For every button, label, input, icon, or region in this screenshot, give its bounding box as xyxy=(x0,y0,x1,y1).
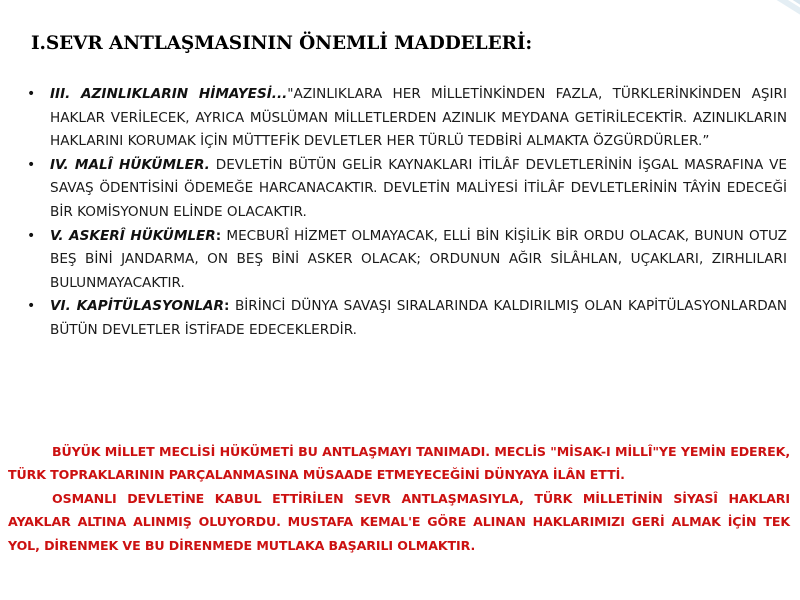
article-text: "AZINLIKLARA HER MİLLETİNKİNDEN FAZLA, TÜRKLERİNKİNDEN AŞIRI HAKLAR VERİLECEK, AYRICA MÜSLÜMAN MİLLETLERDEN AZINLIK MEYDANA GETİRİLECEKTİR. AZINLIKLARIN HAKLARINI KORUMAK İÇİN MÜTTEFİK DEVLETLER HER TÜRLÜ TEDBİRİ ALMAKTA ÖZGÜRDÜRLER.” xyxy=(50,86,787,150)
article-heading: III. AZINLIKLARIN HİMAYESİ... xyxy=(50,86,288,102)
article-text: MECBURÎ HİZMET OLMAYACAK, ELLİ BİN KİŞİLİK BİR ORDU OLACAK, BUNUN OTUZ BEŞ BİNİ JANDARMA, ON BEŞ BİNİ ASKER OLACAK; ORDUNUN AĞIR SİLÂHLAN, UÇAKLARI, ZIRHLILARI BULUNMAYACAKTIR. xyxy=(50,227,787,291)
article-item xyxy=(25,83,787,154)
conclusion-paragraph: BÜYÜK MİLLET MECLİSİ HÜKÜMETİ BU ANTLAŞMAYI TANIMADI. MECLİS "MİSAK-I MİLLÎ"YE YEMİN EDEREK, TÜRK TOPRAKLARININ PARÇALANMASINA MÜSAADE ETMEYECEĞİNİ DÜNYAYA İLÂN ETTİ. xyxy=(8,444,790,483)
article-heading: VI. KAPİTÜLASYONLAR xyxy=(50,298,224,315)
article-colon: : xyxy=(215,227,222,244)
article-heading: IV. MALÎ HÜKÜMLER. xyxy=(50,156,210,173)
article-list xyxy=(25,83,787,343)
article-colon: : xyxy=(223,298,230,315)
corner-stripe xyxy=(740,0,800,25)
article-heading: V. ASKERÎ HÜKÜMLER xyxy=(50,227,216,244)
article-item xyxy=(25,295,787,342)
article-text: BİRİNCİ DÜNYA SAVAŞI SIRALARINDA KALDIRILMIŞ OLAN KAPİTÜLASYONLARDAN BÜTÜN DEVLETLER İSTİFADE EDECEKLERDİR. xyxy=(50,298,787,338)
article-item xyxy=(25,225,787,296)
conclusion-block xyxy=(8,440,790,557)
bullet-icon: • xyxy=(27,298,36,315)
bullet-icon: • xyxy=(27,156,36,173)
conclusion-paragraph: OSMANLI DEVLETİNE KABUL ETTİRİLEN SEVR ANTLAŞMASIYLA, TÜRK MİLLETİNİN SİYASÎ HAKLARI AYAKLAR ALTINA ALINMIŞ OLUYORDU. MUSTAFA KEMAL'E GÖRE ALINAN HAKLARIMIZI GERİ ALMAK İÇİN TEK YOL, DİRENMEK VE BU DİRENMEDE MUTLAKA BAŞARILI OLMAKTIR. xyxy=(8,490,790,553)
corner-decoration xyxy=(740,0,800,36)
article-item xyxy=(25,154,787,225)
bullet-icon: • xyxy=(27,227,36,244)
article-text: DEVLETİN BÜTÜN GELİR KAYNAKLARI İTİLÂF DEVLETLERİNİN İŞGAL MASRAFINA VE SAVAŞ ÖDENTİSİNİ ÖDEMEĞE HARCANACAKTIR. DEVLETİN MALİYESİ İTİLÂF DEVLETLERİNİN TÂYİN EDECEĞİ BİR KOMİSYONUN ELİNDE OLACAKTIR. xyxy=(50,156,788,220)
bullet-icon: • xyxy=(27,86,36,102)
slide-title: I.SEVR ANTLAŞMASININ ÖNEMLİ MADDELERİ: xyxy=(31,33,533,54)
